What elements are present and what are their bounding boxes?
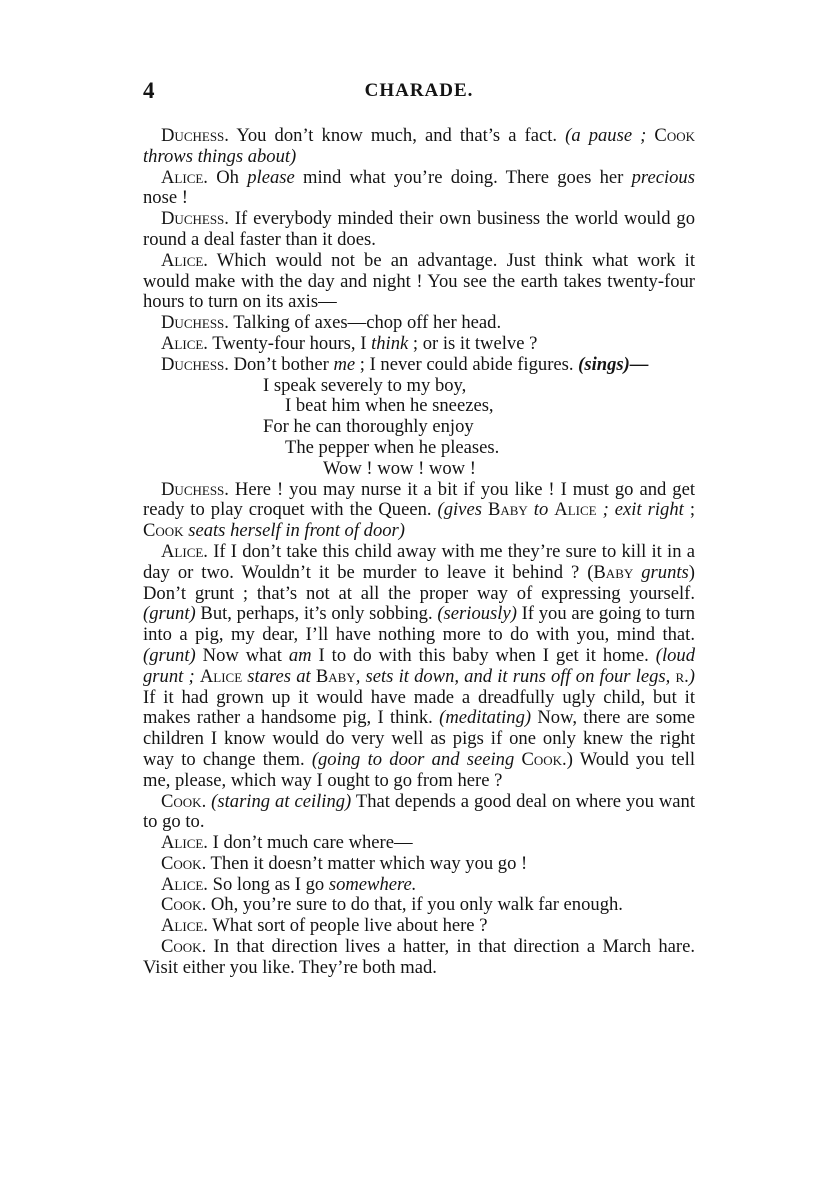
paragraph	[143, 355, 695, 376]
speech-text: So long as I go	[207, 873, 329, 895]
emphasis: me	[333, 353, 356, 375]
speech-text: ;	[683, 499, 695, 521]
speaker-name: Duchess.	[161, 353, 229, 375]
emphasis: please	[247, 166, 295, 188]
verse-line: For he can thoroughly enjoy	[263, 416, 474, 438]
emphasis: think	[371, 332, 409, 354]
paragraph	[143, 480, 695, 542]
speech-text: ) Don’t grunt ; that’s not at all the proper way of expressing yourself.	[143, 561, 695, 604]
speech-text: Then it doesn’t matter which way you go !	[206, 852, 528, 874]
character-name: Cook	[521, 748, 563, 770]
speech-text: Now, there are some children I know would do very well as pigs if one only knew the right way to change them.	[143, 707, 695, 770]
verse-line: I speak severely to my boy,	[263, 374, 467, 396]
character-name: Cook	[654, 125, 695, 146]
paragraph	[143, 916, 695, 937]
speech-text: I don’t much care where—	[207, 832, 413, 854]
speaker-name: Alice.	[161, 249, 208, 271]
paragraph	[143, 875, 695, 896]
paragraph	[143, 792, 695, 834]
speech-text: Oh	[207, 166, 248, 188]
speaker-name: Alice.	[161, 166, 208, 188]
speech-text: nose !	[143, 187, 188, 209]
stage-direction: (sings)—	[578, 353, 649, 375]
character-name: Baby	[487, 499, 528, 521]
stage-direction: , sets it down, and it runs off on four legs,	[355, 665, 676, 687]
speech-text: In that direction lives a hatter, in that direction a March hare. Visit either you like. They’re both mad.	[143, 936, 695, 978]
speaker-name: Duchess.	[161, 208, 229, 230]
paragraph	[143, 126, 695, 168]
stage-abbrev: r.	[675, 665, 689, 687]
speaker-name: Alice.	[161, 915, 208, 937]
stage-direction: (loud grunt ;	[143, 644, 695, 687]
speech-text: ; or is it twelve ?	[408, 332, 538, 354]
paragraph	[143, 334, 695, 355]
character-name: Baby	[593, 561, 634, 583]
paragraph	[143, 251, 695, 313]
speech-text: Don’t bother	[228, 353, 334, 375]
speech-text: That depends a good deal on where you want to go to.	[143, 790, 695, 833]
speaker-name: Alice.	[161, 832, 208, 854]
paragraph	[143, 542, 695, 792]
page-header	[143, 78, 695, 108]
speech-text: If it had grown up it would have made a dreadfully ugly child, but it makes rather a handsome pig, I think.	[143, 686, 695, 729]
character-name: Cook	[143, 520, 184, 542]
stage-direction: (gives	[437, 499, 488, 521]
speech-text: .) Would you tell me, please, which way I ought to go from here ?	[143, 748, 695, 791]
stage-direction: (meditating)	[439, 707, 532, 729]
speaker-name: Duchess.	[161, 125, 229, 146]
stage-direction: stares at	[242, 665, 316, 687]
speaker-name: Cook.	[161, 936, 207, 958]
paragraph	[143, 937, 695, 979]
stage-direction: (staring at ceiling)	[206, 790, 352, 812]
emphasis: precious	[631, 166, 695, 188]
verse-line: I beat him when he sneezes,	[285, 395, 494, 417]
emphasis: somewhere.	[328, 873, 417, 895]
speech-text: But, perhaps, it’s only sobbing.	[195, 603, 438, 625]
running-title: CHARADE.	[364, 80, 474, 101]
speech-text: Talking of axes—chop off her head.	[228, 312, 502, 334]
stage-direction: (a pause ;	[565, 125, 655, 146]
paragraph	[143, 895, 695, 916]
stage-direction: (grunt)	[143, 644, 196, 666]
page-body	[143, 126, 695, 979]
character-name: Alice	[554, 499, 597, 521]
speaker-name: Duchess.	[161, 478, 229, 500]
speaker-name: Duchess.	[161, 312, 229, 334]
paragraph	[143, 833, 695, 854]
stage-direction: grunts	[633, 561, 689, 583]
speech-text: If I don’t take this child away with me they’re sure to kill it in a day or two. Wouldn’t it be murder to leave it behind ? (	[143, 540, 695, 583]
speech-text: If everybody minded their own business the world would go round a deal faster than it does.	[143, 208, 695, 250]
paragraph	[143, 313, 695, 334]
verse-line: Wow ! wow ! wow !	[323, 457, 476, 479]
speaker-name: Alice.	[161, 332, 208, 354]
speaker-name: Alice.	[161, 540, 208, 562]
speech-text: What sort of people live about here ?	[207, 915, 488, 937]
speaker-name: Cook.	[161, 894, 207, 916]
stage-direction: seats herself in front of door)	[183, 520, 405, 542]
speaker-name: Cook.	[161, 790, 207, 812]
paragraph	[143, 209, 695, 251]
character-name: Baby	[315, 665, 356, 687]
page-number: 4	[143, 78, 155, 103]
paragraph	[143, 854, 695, 875]
character-name: Alice	[199, 665, 243, 687]
stage-direction: ; exit right	[596, 499, 684, 521]
speaker-name: Cook.	[161, 852, 207, 874]
speech-text: mind what you’re doing. There goes her	[294, 166, 632, 188]
speech-text: Oh, you’re sure to do that, if you only walk far enough.	[206, 894, 623, 916]
speaker-name: Alice.	[161, 873, 208, 895]
speech-text: Now what	[195, 644, 289, 666]
stage-direction: (grunt)	[143, 603, 196, 625]
stage-direction: (seriously)	[437, 603, 517, 625]
stage-direction: (going to door and seeing	[311, 748, 522, 770]
speech-text: If you are going to turn into a pig, my dear, I’ll have nothing more to do with you, mind that.	[143, 603, 695, 646]
song-verse	[143, 376, 695, 480]
speech-text: You don’t know much, and that’s a fact.	[228, 125, 566, 146]
stage-direction: to	[527, 499, 555, 521]
speech-text: I to do with this baby when I get it home.	[311, 644, 656, 666]
speech-text: Here ! you may nurse it a bit if you like ! I must go and get ready to play croquet with the Queen.	[143, 478, 695, 521]
verse-line: The pepper when he pleases.	[285, 436, 500, 458]
speech-text: Twenty-four hours, I	[207, 332, 372, 354]
speech-text: Which would not be an advantage. Just think what work it would make with the day and night ! You see the earth takes twenty-four hours to turn on its axis—	[143, 249, 695, 313]
paragraph	[143, 168, 695, 210]
stage-direction: throws things about)	[143, 145, 297, 167]
emphasis: am	[288, 644, 312, 666]
stage-direction: )	[688, 665, 695, 687]
speech-text: ; I never could abide figures.	[355, 353, 579, 375]
